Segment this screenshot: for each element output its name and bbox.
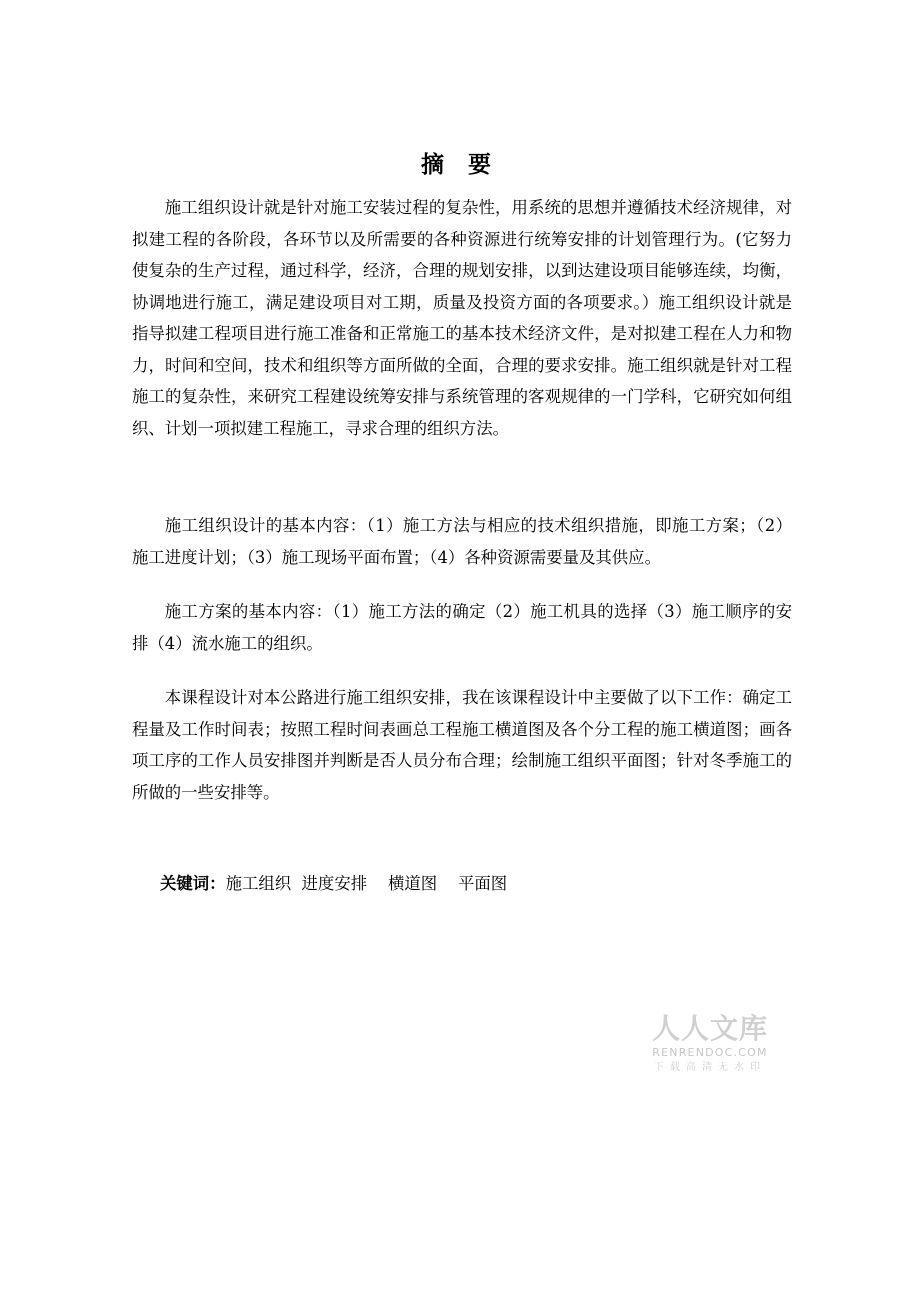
keywords-text: 施工组织 进度安排 横道图 平面图	[225, 874, 508, 893]
watermark-domain: RENRENDOC.COM	[652, 1046, 768, 1059]
watermark-logo: 人人文库	[651, 1012, 768, 1045]
watermark	[640, 1012, 780, 1076]
watermark-tagline: 下载高清无水印	[654, 1062, 766, 1073]
abstract-paragraph-3: 施工方案的基本内容：（1）施工方法的确定（2）施工机具的选择（3）施工顺序的安排（4）流水施工的组织。	[132, 602, 792, 653]
page-title: 摘 要	[420, 152, 499, 178]
abstract-paragraph-2: 施工组织设计的基本内容：（1）施工方法与相应的技术组织措施，即施工方案；（2）施工进度计划；（3）施工现场平面布置；（4）各种资源需要量及其供应。	[132, 516, 792, 567]
abstract-paragraph-4: 本课程设计对本公路进行施工组织安排，我在该课程设计中主要做了以下工作：确定工程量及工作时间表；按照工程时间表画总工程施工横道图及各个分工程的施工横道图；画各项工序的工作人员安排图并判断是否人员分布合理；绘制施工组织平面图；针对冬季施工的所做的一些安排等。	[132, 688, 792, 802]
keywords-line	[160, 868, 507, 899]
abstract-paragraph-1: 施工组织设计就是针对施工安装过程的复杂性，用系统的思想并遵循技术经济规律，对拟建工程的各阶段，各环节以及所需要的各种资源进行统筹安排的计划管理行为。(它努力使复杂的生产过程，通过科学，经济，合理的规划安排，以到达建设项目能够连续，均衡，协调地进行施工，满足建设项目对工期，质量及投资方面的各项要求。）施工组织设计就是指导拟建工程项目进行施工准备和正常施工的基本技术经济文件，是对拟建工程在人力和物力，时间和空间，技术和组织等方面所做的全面，合理的要求安排。施工组织就是针对工程施工的复杂性，来研究工程建设统筹安排与系统管理的客观规律的一门学科，它研究如何组织、计划一项拟建工程施工，寻求合理的组织方法。	[132, 198, 792, 438]
keywords-label: 关键词：	[160, 874, 226, 893]
